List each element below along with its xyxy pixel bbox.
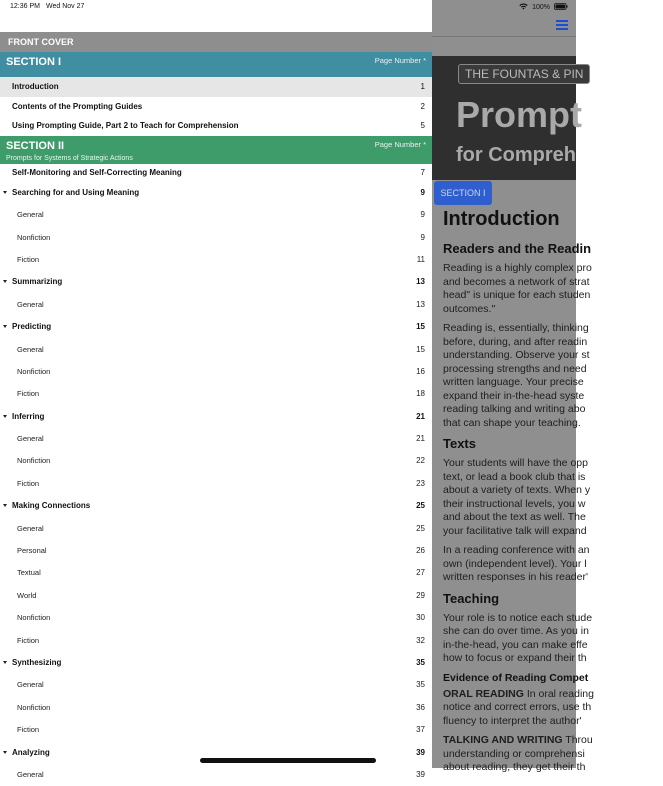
section-title: SECTION I: [6, 56, 62, 68]
toc-subitem[interactable]: [0, 204, 432, 226]
toc-subitem-label: Fiction: [17, 254, 40, 264]
disclosure-triangle-icon[interactable]: [3, 325, 7, 328]
toc-subitem-label: General: [17, 210, 44, 220]
toc-subitem[interactable]: [0, 227, 432, 249]
toc-page-number: 25: [416, 501, 425, 511]
toc-group[interactable]: [0, 495, 432, 517]
toc-front-cover[interactable]: FRONT COVER: [0, 32, 432, 52]
menu-icon[interactable]: [556, 20, 568, 30]
toc-subitem[interactable]: [0, 719, 432, 741]
toc-item-introduction[interactable]: Introduction 1: [0, 77, 432, 97]
toc-page-number: 35: [416, 657, 425, 667]
toc-subitem-label: Fiction: [17, 389, 40, 399]
section-header-1[interactable]: [0, 52, 432, 77]
toc-subitem[interactable]: [0, 428, 432, 450]
page-number-label: Page Number *: [374, 56, 426, 65]
toc-groups: [0, 182, 432, 786]
toc-subitem-label: Nonfiction: [17, 613, 51, 623]
toc-subitem-label: General: [17, 344, 44, 354]
paragraph: Reading is a highly complex pro and becomes a network of strat head" is unique for each studen outcomes.": [443, 262, 592, 315]
home-indicator[interactable]: [200, 758, 376, 763]
page-heading: Introduction: [443, 208, 560, 230]
toc-group-label: Predicting: [12, 322, 52, 332]
toc-page-number: 15: [416, 344, 425, 354]
section-header-2[interactable]: [0, 136, 432, 164]
toc-group-label: Summarizing: [12, 277, 63, 287]
toc-subitem[interactable]: [0, 764, 432, 786]
toc-page-number: 37: [416, 725, 425, 735]
disclosure-triangle-icon[interactable]: [3, 504, 7, 507]
toc-page-number: 39: [416, 769, 425, 779]
toc-subitem[interactable]: [0, 450, 432, 472]
reader-page[interactable]: [432, 0, 594, 773]
divider: [432, 36, 576, 37]
toc-subitem[interactable]: [0, 585, 432, 607]
toc-page-number: 21: [416, 411, 425, 421]
toc-item-contents[interactable]: Contents of the Prompting Guides 2: [12, 101, 425, 111]
toc-group-label: Searching for and Using Meaning: [12, 187, 140, 197]
paragraph: Your role is to notice each stude she can do over time. As you in in-the-head, you can make effe how to focus or expand their th: [443, 611, 593, 664]
battery-percent: 100%: [532, 4, 550, 11]
toc-page-number: 23: [416, 478, 425, 488]
toc-subitem-label: World: [17, 590, 37, 600]
toc-group[interactable]: [0, 182, 432, 204]
toc-group[interactable]: [0, 652, 432, 674]
cover-banner: [432, 56, 584, 180]
book-title-line1: Prompt: [456, 94, 582, 135]
toc-subitem[interactable]: [0, 249, 432, 271]
toc-page-number: 26: [416, 546, 425, 556]
battery-icon: [554, 3, 568, 12]
toc-group-label: Synthesizing: [12, 657, 62, 667]
toc-subitem-label: Nonfiction: [17, 702, 51, 712]
toc-page-number: 9: [420, 187, 425, 197]
toc-subitem-label: Fiction: [17, 478, 40, 488]
status-icons: [519, 3, 568, 12]
paragraph: ORAL READING In oral reading notice and correct errors, use th fluency to interpret the author': [443, 687, 594, 727]
toc-page-number: 35: [416, 680, 425, 690]
toc-subitem-label: General: [17, 680, 44, 690]
toc-page-number: 36: [416, 702, 425, 712]
toc-subitem[interactable]: [0, 674, 432, 696]
toc-page-number: 15: [416, 322, 425, 332]
toc-page-number: 16: [416, 366, 425, 376]
disclosure-triangle-icon[interactable]: [3, 191, 7, 194]
section-subtitle: Prompts for Systems of Strategic Actions: [6, 154, 133, 162]
toc-item-self-monitoring[interactable]: Self-Monitoring and Self-Correcting Meaning 7: [12, 167, 425, 177]
status-date: Wed Nov 27: [46, 3, 85, 10]
toc-subitem-label: General: [17, 769, 44, 779]
subheading: Evidence of Reading Compet: [443, 671, 589, 684]
toc-subitem[interactable]: [0, 607, 432, 629]
toc-group[interactable]: [0, 406, 432, 428]
toc-page-number: 9: [420, 232, 425, 242]
subheading: Readers and the Readin: [443, 241, 592, 256]
toc-subitem[interactable]: [0, 697, 432, 719]
subheading: Texts: [443, 436, 476, 451]
toc-subitem[interactable]: [0, 630, 432, 652]
paragraph: Reading is, essentially, thinking before, during, and after readin understanding. Observe your st processing strengths and need written language. Your precise expand their in-the-head syste reading talking and writing abo that can shape your teaching.: [443, 322, 590, 429]
wifi-icon: [519, 3, 528, 12]
brand-label: THE FOUNTAS & PIN: [458, 64, 590, 84]
section-tab[interactable]: SECTION I: [434, 181, 492, 205]
section-title: SECTION II: [6, 139, 65, 152]
toc-subitem-label: Fiction: [17, 635, 40, 645]
toc-page-number: 30: [416, 613, 425, 623]
toc-page-number: 9: [420, 210, 425, 220]
toc-subitem[interactable]: [0, 473, 432, 495]
disclosure-triangle-icon[interactable]: [3, 280, 7, 283]
toc-page-number: 27: [416, 568, 425, 578]
reader-content: [443, 208, 663, 781]
toc-page-number: 13: [416, 299, 425, 309]
toc-subitem[interactable]: [0, 518, 432, 540]
toc-group-label: Making Connections: [12, 501, 91, 511]
toc-page-number: 18: [416, 389, 425, 399]
toc-page-number: 13: [416, 277, 425, 287]
toc-subitem-label: Personal: [17, 546, 47, 556]
toc-subitem-label: General: [17, 434, 44, 444]
toc-subitem-label: Nonfiction: [17, 366, 51, 376]
disclosure-triangle-icon[interactable]: [3, 751, 7, 754]
disclosure-triangle-icon[interactable]: [3, 661, 7, 664]
disclosure-triangle-icon[interactable]: [3, 415, 7, 418]
toc-group[interactable]: [0, 271, 432, 293]
toc-subitem-label: General: [17, 299, 44, 309]
status-time: 12:36 PM: [10, 3, 40, 10]
toc-page-number: 32: [416, 635, 425, 645]
toc-page-number: 25: [416, 523, 425, 533]
toc-group-label: Analyzing: [12, 747, 50, 757]
toc-subitem-label: Fiction: [17, 725, 40, 735]
paragraph: TALKING AND WRITING Throu understanding or comprehensi about reading, they get their th: [443, 734, 593, 773]
paragraph: Your students will have the opp text, or lead a book club that is about a variety of texts. When y their instructional levels, you w and about the text as well. The your facilitative talk will expand: [443, 457, 591, 537]
toc-page-number: 11: [416, 254, 425, 264]
subheading: Teaching: [443, 590, 500, 606]
toc-subitem[interactable]: [0, 294, 432, 316]
toc-subitem-label: Nonfiction: [17, 232, 51, 242]
toc-page-number: 29: [416, 590, 425, 600]
toc-subitem[interactable]: [0, 361, 432, 383]
toc-subitem[interactable]: [0, 339, 432, 361]
toc-subitem[interactable]: [0, 540, 432, 562]
toc-subitem[interactable]: [0, 562, 432, 584]
toc-page-number: 39: [416, 747, 425, 757]
toc-item-using-guide[interactable]: Using Prompting Guide, Part 2 to Teach for Comprehension 5: [12, 121, 425, 131]
toc-subitem-label: Textual: [17, 568, 41, 578]
toc-group[interactable]: [0, 316, 432, 338]
paragraph: In a reading conference with an own (independent level). Your l written responses in his reader': [443, 544, 590, 583]
toc-group-label: Inferring: [12, 411, 45, 421]
toc-page-number: 22: [416, 456, 425, 466]
toc-subitem[interactable]: [0, 383, 432, 405]
status-bar: [0, 0, 432, 32]
toc-page-number: 21: [416, 434, 425, 444]
toc-subitem-label: General: [17, 523, 44, 533]
book-title-line2: for Compreh: [456, 144, 576, 166]
toc-subitem-label: Nonfiction: [17, 456, 51, 466]
page-number-label: Page Number *: [374, 139, 426, 149]
